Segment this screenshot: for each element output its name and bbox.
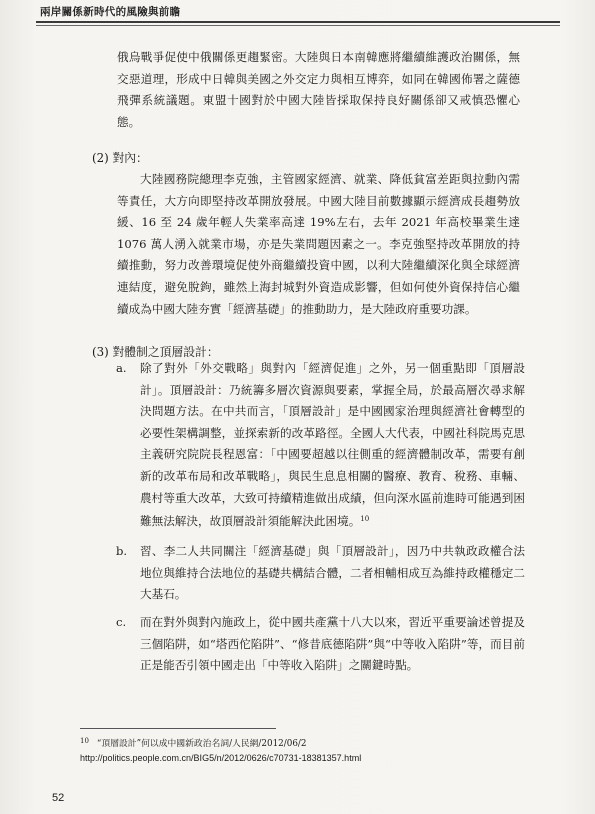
header-rule-thin	[36, 25, 560, 26]
footnote-title: “頂層設計”何以成中國新政治名詞/人民網/2012/06/2	[96, 739, 307, 749]
running-title: 兩岸關係新時代的風險與前瞻	[40, 6, 181, 18]
list-text-b: 習、李二人共同關注「經濟基礎」與「頂層設計」，因乃中共執政政權合法地位與維持合法地位的基礎共構結合體，二者相輔相成互為維持政權穩定二大基石。	[140, 544, 525, 602]
list-text-c: 而在對外與對內施政上，從中國共產黨十八大以來，習近平重要論述曾提及三個陷阱，如“塔西佗陷阱”、“修昔底德陷阱”與“中等收入陷阱”等，而目前正是能否引領中國走出「中等收入陷阱」之關鍵時點。	[140, 615, 525, 673]
footnote-reference[interactable]: 10	[360, 515, 370, 524]
section-3-heading: (3) 對體制之頂層設計：	[92, 345, 219, 359]
list-text-a-body: 除了對外「外交戰略」與對內「經濟促進」之外，另一個重點即「頂層設計」。頂層設計：乃統籌多層次資源與要素，掌握全局，於最高層次尋求解決問題方法。在中共而言，「頂層設計」是中國國家治理與經濟社會轉型的必要性架構調整，並探索新的改革路徑。全國人大代表，中國社科院馬克思主義研究院院長程恩富：「中國要超越以往側重的經濟體制改革，需要有創新的改革布局和改革戰略」，與民生息息相關的醫療、教育、稅務、車輛、農村等重大改革，大致可持續精進做出成績，但向深水區前進時可能遇到困難無法解決，故頂層設計須能解決此困境。	[140, 361, 525, 529]
footnote-line-1	[80, 734, 540, 751]
page-number: 52	[52, 792, 65, 804]
footnote	[80, 734, 540, 765]
list-text-a	[140, 358, 525, 533]
header-rule-thick	[36, 21, 560, 23]
list-marker-b: b.	[116, 544, 128, 558]
list-marker-a: a.	[116, 361, 127, 375]
footnote-divider	[80, 728, 276, 729]
footnote-url[interactable]: http://politics.people.com.cn/BIG5/n/2012/0626/c70731-18381357.html	[80, 753, 362, 763]
section-2-paragraph: 大陸國務院總理李克強，主管國家經濟、就業、降低貧富差距與拉動內需等責任，大方向即堅持改革開放發展。中國大陸目前數據顯示經濟成長趨勢放緩、16 至 24 歲年輕人失業率高達 19%左右，去年 2021 年高校畢業生達 1076 萬人湧入就業市場，亦是失業問題因素之一。李克強堅持改革開放的持續推動，努力改善環境促使外商繼續投資中國，以利大陸繼續深化與全球經濟連結度，避免脫鉤，雖然上海封城對外資造成影響，但如何使外資保持信心繼續成為中國大陸夯實「經濟基礎」的推動助力，是大陸政府重要功課。	[117, 172, 520, 316]
intro-paragraph: 俄烏戰爭促使中俄關係更趨緊密。大陸與日本南韓應將繼續維護政治關係，無交惡道理，形成中日韓與美國之外交定力與相互博弈，如同在韓國佈署之薩德飛彈系統議題。東盟十國對於中國大陸皆採取保持良好關係卻又戒慎恐懼心態。	[117, 50, 520, 129]
list-marker-c: c.	[116, 615, 127, 629]
section-2-heading: (2) 對內：	[92, 151, 148, 165]
footnote-number: 10	[80, 737, 89, 745]
